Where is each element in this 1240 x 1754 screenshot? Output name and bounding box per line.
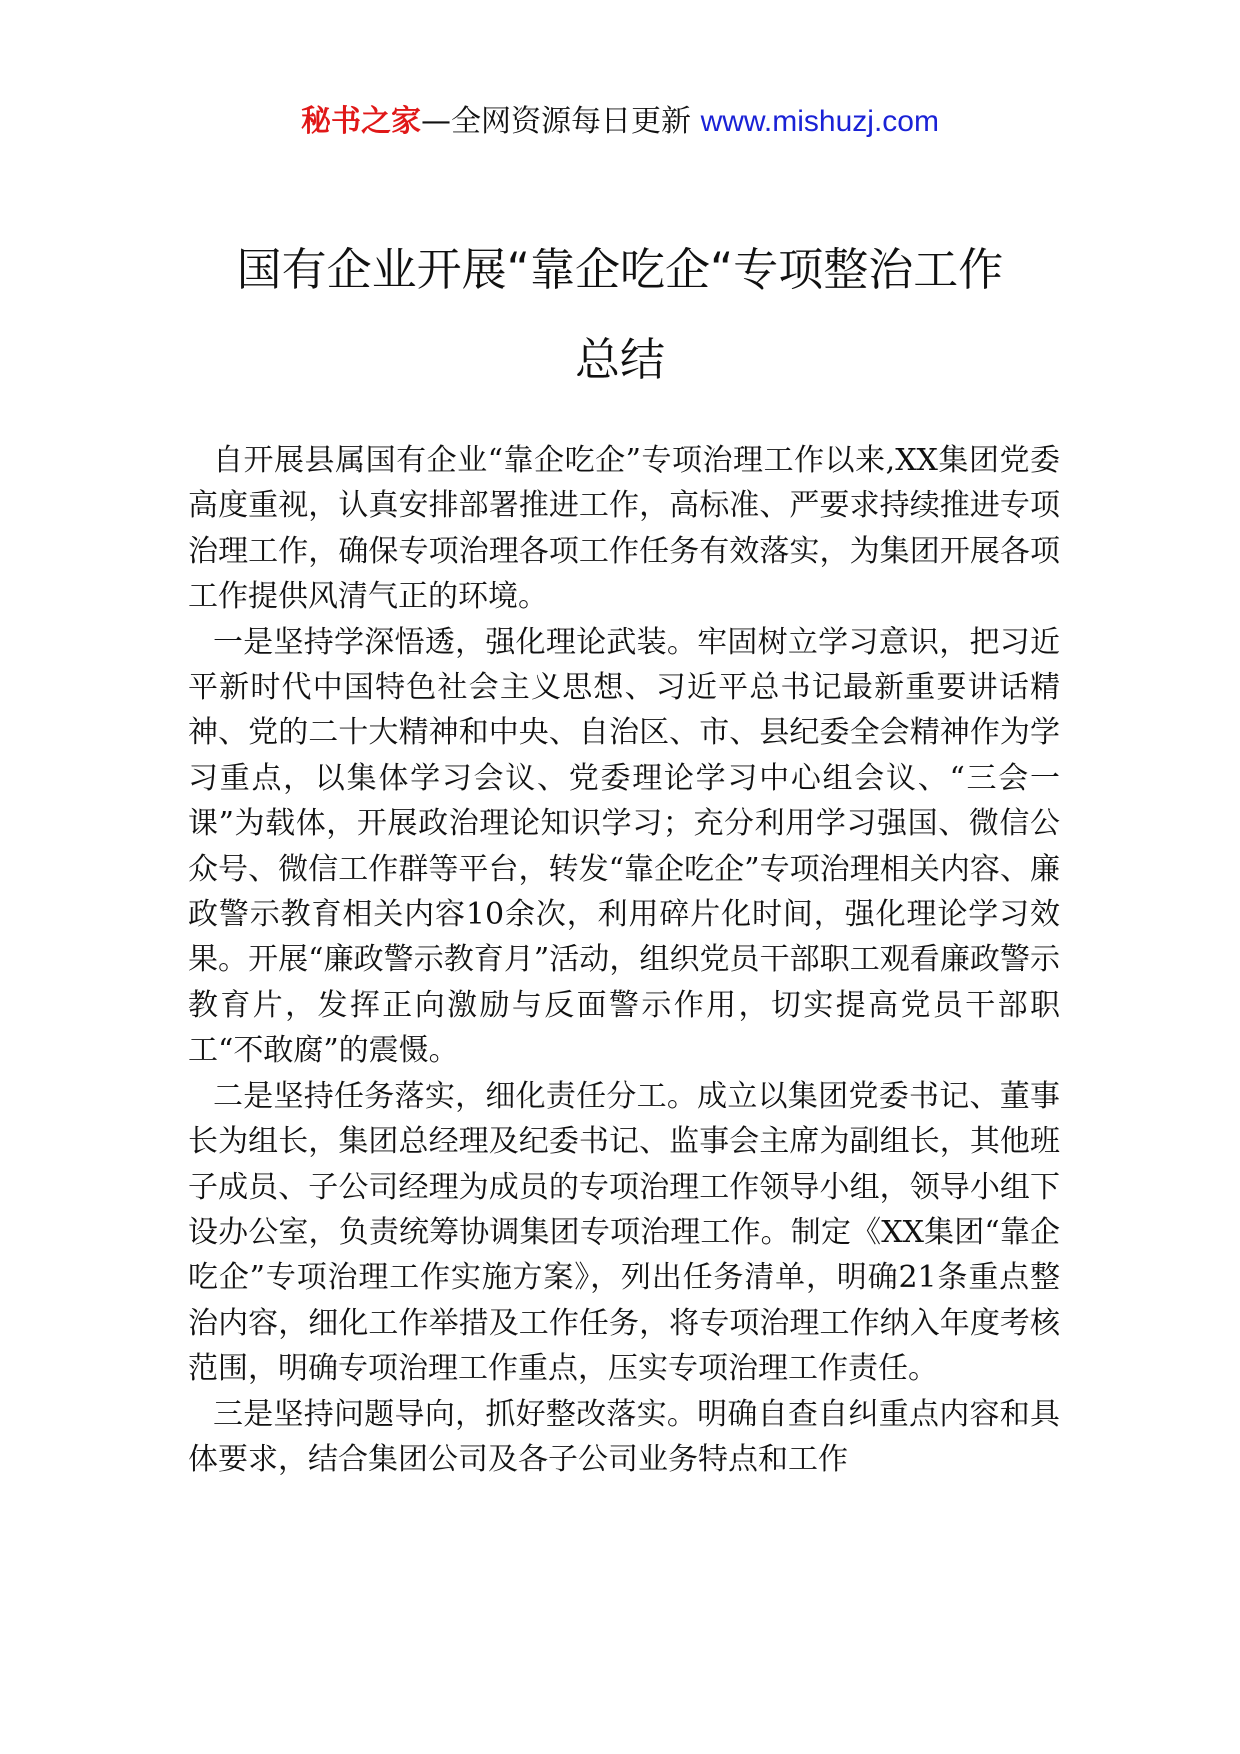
site-url-link[interactable]: www.mishuzj.com	[700, 105, 939, 138]
header-tagline: —全网资源每日更新	[421, 104, 701, 139]
document-body	[188, 438, 1060, 1482]
document-title	[180, 225, 1060, 405]
title-line-1: 国有企业开展“靠企吃企“专项整治工作	[236, 243, 1004, 296]
title-line-2: 总结	[574, 333, 665, 386]
paragraph-point-2: 二是坚持任务落实，细化责任分工。成立以集团党委书记、董事长为组长，集团总经理及纪委书记、监事会主席为副组长，其他班子成员、子公司经理为成员的专项治理工作领导小组，领导小组下设办公室，负责统筹协调集团专项治理工作。制定《XX集团“靠企吃企”专项治理工作实施方案》，列出任务清单，明确21条重点整治内容，细化工作举措及工作任务，将专项治理工作纳入年度考核范围，明确专项治理工作重点，压实专项治理工作责任。	[188, 1078, 1060, 1387]
paragraph-point-1: 一是坚持学深悟透，强化理论武装。牢固树立学习意识，把习近平新时代中国特色社会主义思想、习近平总书记最新重要讲话精神、党的二十大精神和中央、自治区、市、县纪委全会精神作为学习重点，以集体学习会议、党委理论学习中心组会议、“三会一课”为载体，开展政治理论知识学习；充分利用学习强国、微信公众号、微信工作群等平台，转发“靠企吃企”专项治理相关内容、廉政警示教育相关内容10余次，利用碎片化时间，强化理论学习效果。开展“廉政警示教育月”活动，组织党员干部职工观看廉政警示教育片，发挥正向激励与反面警示作用，切实提高党员干部职工“不敢腐”的震慑。	[188, 624, 1060, 1069]
paragraph-intro: 自开展县属国有企业“靠企吃企”专项治理工作以来,XX集团党委高度重视，认真安排部署推进工作，高标准、严要求持续推进专项治理工作，确保专项治理各项工作任务有效落实，为集团开展各项工作提供风清气正的环境。	[188, 443, 1060, 615]
brand-name: 秘书之家	[301, 104, 422, 139]
paragraph-point-3: 三是坚持问题导向，抓好整改落实。明确自查自纠重点内容和具体要求，结合集团公司及各子公司业务特点和工作	[188, 1396, 1060, 1477]
header-banner	[0, 100, 1240, 144]
